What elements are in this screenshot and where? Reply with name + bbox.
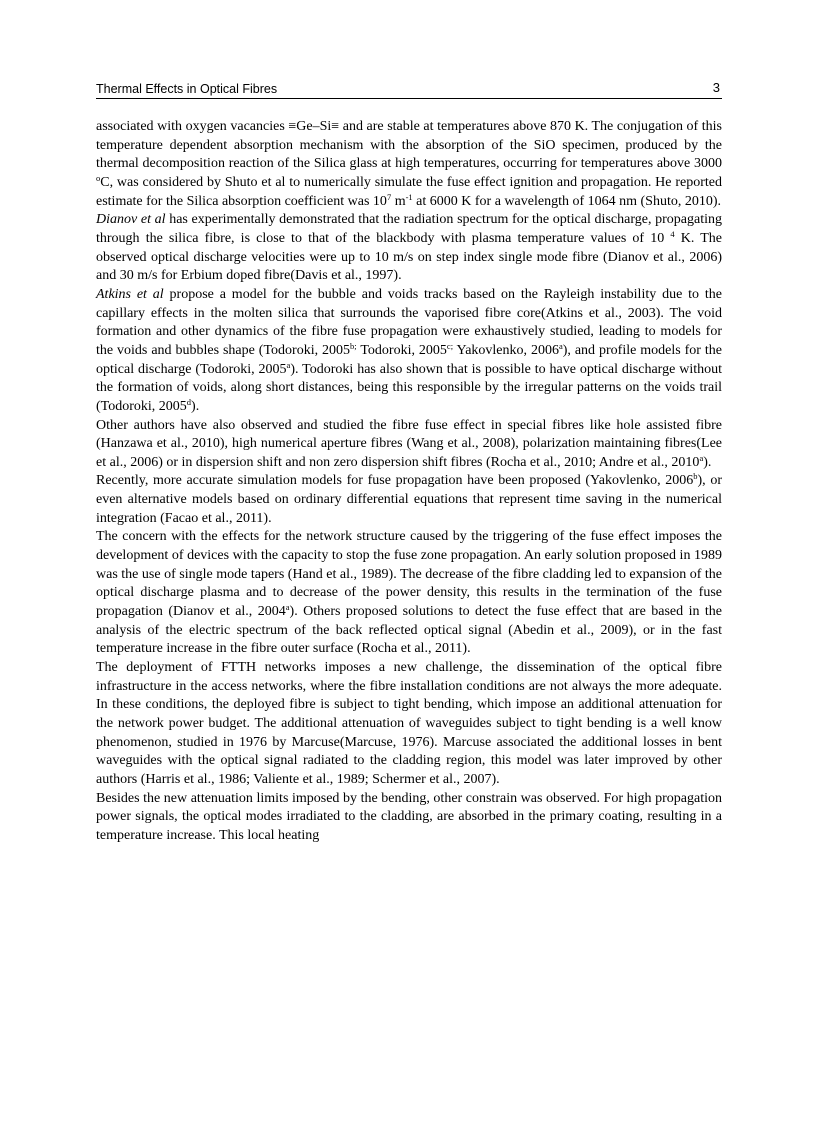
superscript: 7 <box>386 191 392 202</box>
page-number: 3 <box>712 80 720 95</box>
text-run: propose a model for the bubble and voids tracks based on the Rayleigh instability due to the capillary effects in the molten silica that surrounds the vaporised fibre core(Atkins et al., 2003). The void formation and other dynamics of the fibre fuse propagation were exhaustively studied, leading to models for the voids and bubbles shape (Todoroki, 2005 <box>96 286 722 358</box>
running-header <box>96 80 722 99</box>
text-run: ). Others proposed solutions to detect the fuse effect that are based in the analysis of the electric spectrum of the back reflected optical signal (Abedin et al., 2009), or in the fast temperature increase in the fibre outer surface (Rocha et al., 2011). <box>96 604 723 657</box>
body-text <box>96 118 722 846</box>
paragraph <box>96 790 722 846</box>
text-run: ), and profile models for the optical discharge (Todoroki, 2005 <box>96 342 723 377</box>
superscript: b <box>693 471 698 482</box>
paragraph <box>96 118 722 211</box>
text-run: Yakovlenko, 2006 <box>453 342 559 358</box>
paragraph <box>96 417 722 473</box>
text-run: has experimentally demonstrated that the radiation spectrum for the optical discharge, propagating through the silica fibre, is close to that of the blackbody with plasma temperature values of 10 <box>96 212 722 246</box>
text-run: Besides the new attenuation limits imposed by the bending, other constrain was observed. For high propagation power signals, the optical modes irradiated to the cladding, are absorbed in the primary coating, resulting in a temperature increase. This local heating <box>96 790 722 843</box>
running-title: Thermal Effects in Optical Fibres <box>96 82 278 96</box>
paragraph <box>96 211 722 286</box>
text-run: ). Todoroki has also shown that is possible to have optical discharge without the formation of voids, along short distances, being this responsible by the irregular patterns on the voids trail (Todoroki, 2005 <box>96 361 722 414</box>
paragraph <box>96 472 722 528</box>
text-run: ). <box>703 454 712 470</box>
superscript: 4 <box>670 228 675 239</box>
text-run: ). <box>191 398 200 414</box>
superscript: d <box>186 396 192 407</box>
italic-text: Atkins et al <box>96 286 164 302</box>
text-run: Recently, more accurate simulation models for fuse propagation have been proposed (Yakovlenko, 2006 <box>96 473 694 489</box>
superscript: -1 <box>405 191 413 202</box>
superscript: o <box>96 172 101 183</box>
superscript: c; <box>446 340 454 351</box>
superscript: b; <box>350 340 357 351</box>
paragraph <box>96 286 722 417</box>
paragraph <box>96 528 722 659</box>
text-run: at 6000 K for a wavelength of 1064 nm (Shuto, 2010). <box>412 193 722 209</box>
italic-text: Dianov et al <box>96 212 166 228</box>
text-run: Todoroki, 2005 <box>356 342 447 358</box>
text-run: K. The observed optical discharge velocities were up to 10 m/s on step index single mode fibre (Dianov et al., 2006) and 30 m/s for Erbium doped fibre(Davis et al., 1997). <box>96 230 722 284</box>
text-run: associated with oxygen vacancies ≡Ge–Si≡ and are stable at temperatures above 870 K. The conjugation of this temperature dependent absorption mechanism with the absorption of the SiO specimen, produced by the thermal decomposition reaction of the Silica glass at high temperatures, occurring for temperatures above 3000 <box>96 119 722 172</box>
text-run: m <box>391 193 406 209</box>
superscript: a <box>286 359 291 370</box>
superscript: a <box>285 602 290 613</box>
text-run: The concern with the effects for the network structure caused by the triggering of the fuse effect imposes the development of devices with the capacity to stop the fuse zone propagation. An early solution proposed in 1989 was the use of single mode tapers (Hand et al., 1989). The decrease of the fibre cladding led to expansion of the optical discharge plasma and to decrease of the power density, this results in the termination of the fuse propagation (Dianov et al., 2004 <box>96 529 722 620</box>
text-run: ), or even alternative models based on ordinary differential equations that represent time saving in the numerical integration (Facao et al., 2011). <box>96 473 722 526</box>
text-run: Other authors have also observed and studied the fibre fuse effect in special fibres like hole assisted fibre (Hanzawa et al., 2010), high numerical aperture fibres (Wang et al., 2008), polarization maintaining fibres(Lee et al., 2006) or in dispersion shift and non zero dispersion shift fibres (Rocha et al., 2010; Andre et al., 2010 <box>96 417 722 470</box>
text-run: C, was considered by Shuto et al to numerically simulate the fuse effect ignition and propagation. He reported estimate for the Silica absorption coefficient was 10 <box>96 174 722 209</box>
paragraph <box>96 659 722 790</box>
text-run: The deployment of FTTH networks imposes a new challenge, the dissemination of the optical fibre infrastructure in the access networks, where the fibre installation conditions are not always the more adequate. In these conditions, the deployed fibre is subject to tight bending, which impose an additional attenuation for the network power budget. The additional attenuation of waveguides subject to tight bending is a well know phenomenon, studied in 1976 by Marcuse(Marcuse, 1976). Marcuse associated the additional losses in bent waveguides with the optical signal radiated to the cladding region, this model was later improved by other authors (Harris et al., 1986; Valiente et al., 1989; Schermer et al., 2007). <box>96 660 722 787</box>
superscript: a <box>558 340 563 351</box>
superscript: a <box>699 452 704 463</box>
